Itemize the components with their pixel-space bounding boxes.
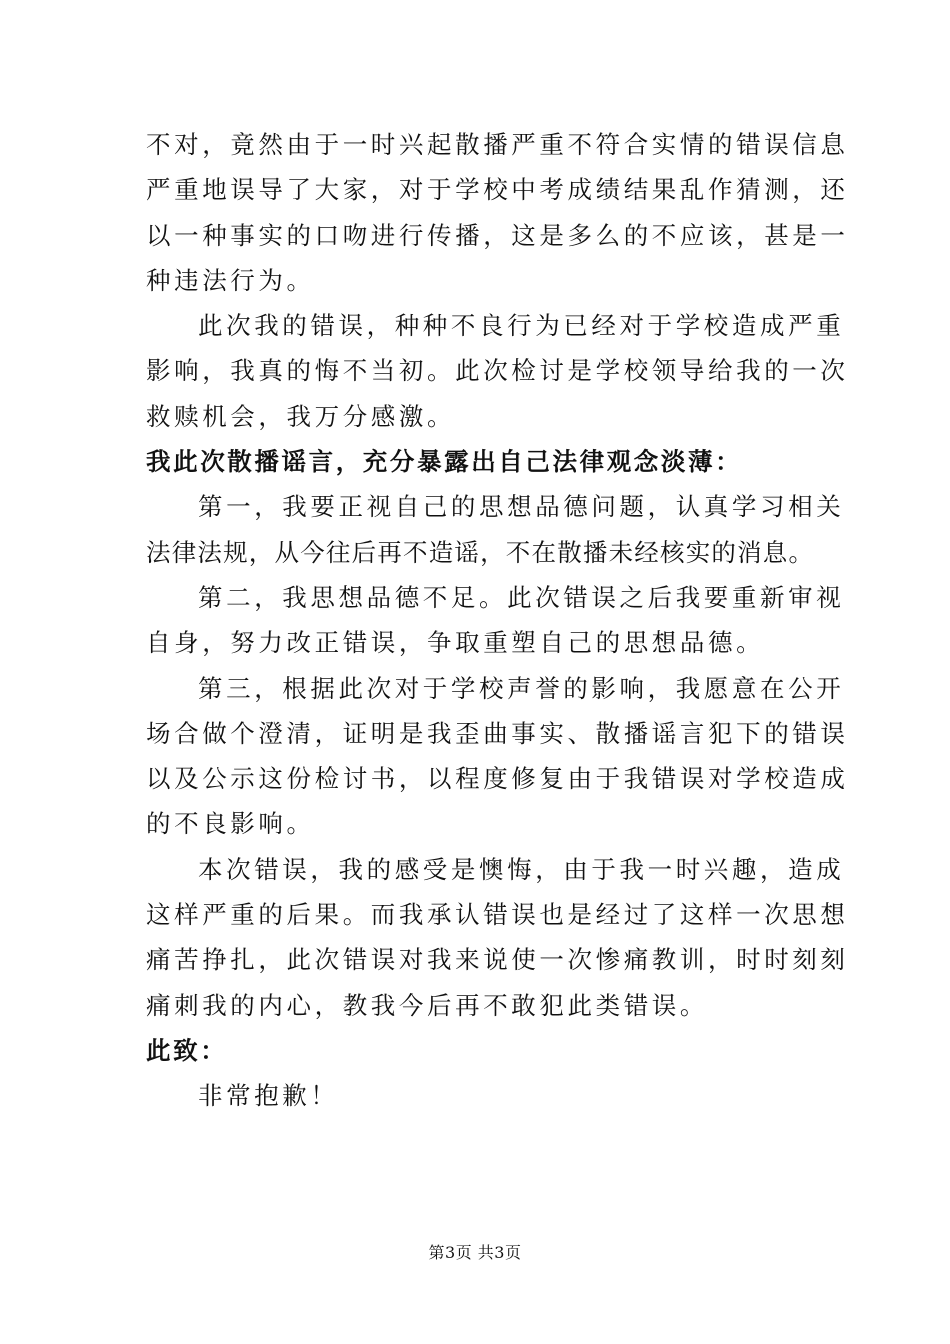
text-line: 种违法行为。 bbox=[146, 265, 315, 295]
closing-line: 非常抱歉！ bbox=[198, 1081, 339, 1111]
text-line: 不对，竟然由于一时兴起散播严重不符合实情的错误信息 bbox=[146, 130, 849, 159]
text-line: 第一，我要正视自己的思想品德问题，认真学习相关 bbox=[198, 492, 845, 522]
text-line: 痛苦挣扎，此次错误对我来说使一次惨痛教训，时时刻刻 bbox=[146, 945, 849, 975]
text-line: 严重地误导了大家，对于学校中考成绩结果乱作猜测，还 bbox=[146, 175, 849, 205]
text-line: 以一种事实的口吻进行传播，这是多么的不应该，甚是一 bbox=[146, 220, 849, 250]
section-heading: 我此次散播谣言，充分暴露出自己法律观念淡薄： bbox=[146, 447, 743, 477]
text-line: 场合做个澄清，证明是我歪曲事实、散播谣言犯下的错误 bbox=[146, 718, 849, 748]
text-line: 这样严重的后果。而我承认错误也是经过了这样一次思想 bbox=[146, 900, 849, 930]
text-line: 第三，根据此次对于学校声誉的影响，我愿意在公开 bbox=[198, 673, 845, 703]
text-line: 痛刺我的内心，教我今后再不敢犯此类错误。 bbox=[146, 990, 708, 1020]
text-line: 的不良影响。 bbox=[146, 809, 315, 839]
text-line: 本次错误，我的感受是懊悔，由于我一时兴趣，造成 bbox=[198, 854, 845, 884]
text-line: 法律法规，从今往后再不造谣，不在散播未经核实的消息。 bbox=[146, 537, 815, 567]
text-line: 以及公示这份检讨书，以程度修复由于我错误对学校造成 bbox=[146, 764, 849, 794]
text-line: 救赎机会，我万分感激。 bbox=[146, 401, 456, 431]
text-line: 第二，我思想品德不足。此次错误之后我要重新审视 bbox=[198, 582, 845, 612]
text-line: 自身，努力改正错误，争取重塑自己的思想品德。 bbox=[146, 628, 765, 658]
closing-salutation: 此致： bbox=[146, 1035, 228, 1065]
text-line: 此次我的错误，种种不良行为已经对于学校造成严重 bbox=[198, 311, 845, 341]
text-line: 影响，我真的悔不当初。此次检讨是学校领导给我的一次 bbox=[146, 356, 849, 386]
page-footer: 第3页 共3页 bbox=[428, 1243, 522, 1262]
document-body bbox=[146, 122, 849, 1119]
